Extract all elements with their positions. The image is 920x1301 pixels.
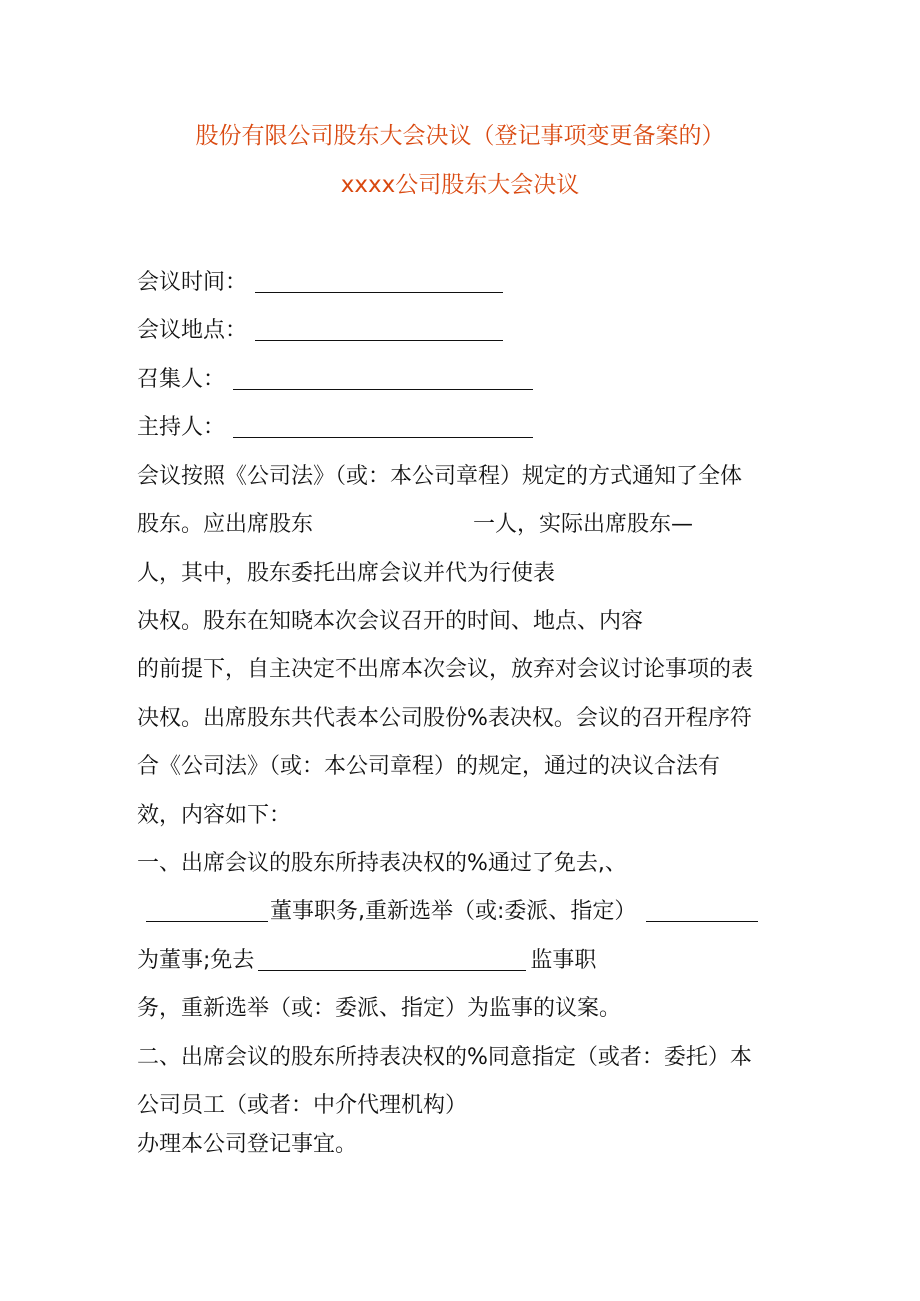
field-meeting-place	[137, 316, 503, 346]
body-line-3: 人，其中，股东委托出席会议并代为行使表	[137, 561, 556, 586]
field-convener	[137, 365, 533, 395]
document-title: 股份有限公司股东大会决议（登记事项变更备案的）	[195, 123, 725, 149]
resolution-2-line-1: 二、出席会议的股东所持表决权的%同意指定（或者：委托）本	[137, 1045, 752, 1070]
body-line-1: 会议按照《公司法》（或：本公司章程）规定的方式通知了全体	[137, 464, 743, 489]
field-host	[137, 413, 533, 443]
meeting-time-blank[interactable]	[255, 270, 503, 293]
body-line-2a: 股东。应出席股东	[137, 512, 314, 537]
body-line-8: 效，内容如下：	[137, 803, 292, 828]
meeting-place-blank[interactable]	[255, 318, 503, 341]
resolution-1-line-1: 一、出席会议的股东所持表决权的%通过了免去,、	[137, 851, 627, 876]
body-line-2b: 一人，实际出席股东—	[473, 512, 694, 537]
body-line-7: 合《公司法》（或：本公司章程）的规定，通过的决议合法有	[137, 754, 721, 779]
director-removed-blank[interactable]	[146, 899, 268, 922]
body-line-2	[137, 510, 693, 540]
convener-label: 召集人：	[137, 367, 226, 392]
director-elected-blank[interactable]	[646, 899, 758, 922]
resolution-1-line-3	[137, 946, 596, 976]
resolution-2-line-2: 公司员工（或者：中介代理机构）	[137, 1093, 468, 1118]
resolution-2-line-3: 办理本公司登记事宜。	[137, 1132, 358, 1157]
host-blank[interactable]	[233, 415, 533, 438]
supervisor-removed-blank[interactable]	[258, 948, 526, 971]
host-label: 主持人：	[137, 415, 226, 440]
body-line-4: 决权。股东在知晓本次会议召开的时间、地点、内容	[137, 609, 644, 634]
body-line-5: 的前提下，自主决定不出席本次会议，放弃对会议讨论事项的表	[137, 657, 754, 682]
resolution-1-line-2-text: 董事职务,重新选举（或:委派、指定）	[270, 899, 637, 924]
resolution-1-line-3a: 为董事;免去	[137, 948, 255, 973]
body-line-6: 决权。出席股东共代表本公司股份%表决权。会议的召开程序符	[137, 706, 752, 731]
resolution-1-line-2	[146, 897, 758, 927]
document-subtitle: xxxx公司股东大会决议	[340, 172, 580, 198]
resolution-1-line-4: 务，重新选举（或：委派、指定）为监事的议案。	[137, 996, 622, 1021]
resolution-1-line-3b: 监事职	[530, 948, 597, 973]
meeting-time-label: 会议时间：	[137, 270, 248, 295]
convener-blank[interactable]	[233, 367, 533, 390]
meeting-place-label: 会议地点：	[137, 318, 248, 343]
field-meeting-time	[137, 268, 503, 298]
